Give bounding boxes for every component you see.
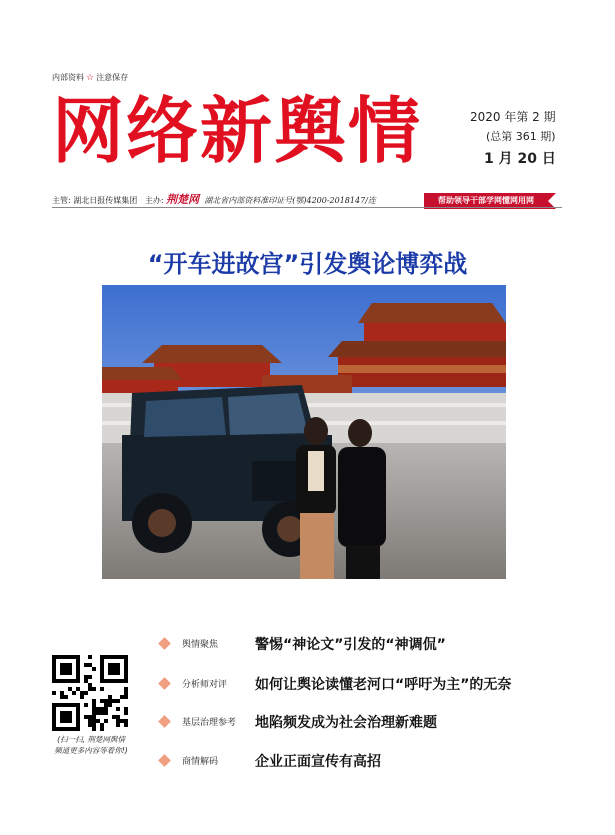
qr-caption-line: 频道更多内容等着你!) (54, 746, 128, 755)
top-note-left: 内部资料 (52, 73, 84, 82)
diamond-bullet-icon (158, 637, 171, 650)
article-title: 企业正面宣传有高招 (255, 754, 381, 770)
info-strip (52, 191, 376, 207)
article-title: 地陷频发成为社会治理新难题 (255, 715, 437, 731)
star-icon: ☆ (86, 73, 95, 83)
qr-caption-line: (扫一扫, 荆楚网舆情 (57, 735, 125, 744)
host-logo: 荆楚网 (166, 193, 200, 206)
issue-number: 2020 年第 2 期 (470, 110, 556, 124)
article-category: 商情解码 (182, 757, 219, 767)
issue-block (470, 108, 580, 168)
permit-number: 湖北省内部资料准印证号(鄂)4200-2018147/连 (204, 196, 376, 205)
qr-code[interactable] (52, 655, 128, 731)
cover-photo (102, 285, 506, 579)
masthead-title: 网络新舆情 (52, 88, 423, 173)
article-title: 如何让舆论读懂老河口“呼吁为主”的无奈 (255, 677, 512, 693)
diamond-bullet-icon (158, 677, 171, 690)
article-category: 分析师对评 (182, 680, 228, 690)
top-note (52, 72, 128, 83)
article-title: 警惕“神论文”引发的“神调侃” (255, 637, 446, 653)
diamond-bullet-icon (158, 754, 171, 767)
diamond-bullet-icon (158, 715, 171, 728)
divider (52, 207, 562, 208)
sponsor-label: 主管: 湖北日报传媒集团 (52, 196, 138, 205)
total-issue: (总第 361 期) (486, 130, 556, 143)
host-label: 主办: (144, 196, 164, 205)
cover-headline: “开车进故宫”引发舆论博弈战 (147, 250, 468, 278)
slogan-banner: 帮助领导干部学网懂网用网 (424, 193, 548, 209)
article-category: 舆情聚焦 (182, 640, 219, 650)
qr-caption (46, 734, 136, 756)
issue-date: 1 月 20 日 (484, 151, 556, 167)
top-note-right: 注意保存 (96, 73, 129, 82)
article-category: 基层治理参考 (182, 718, 237, 728)
